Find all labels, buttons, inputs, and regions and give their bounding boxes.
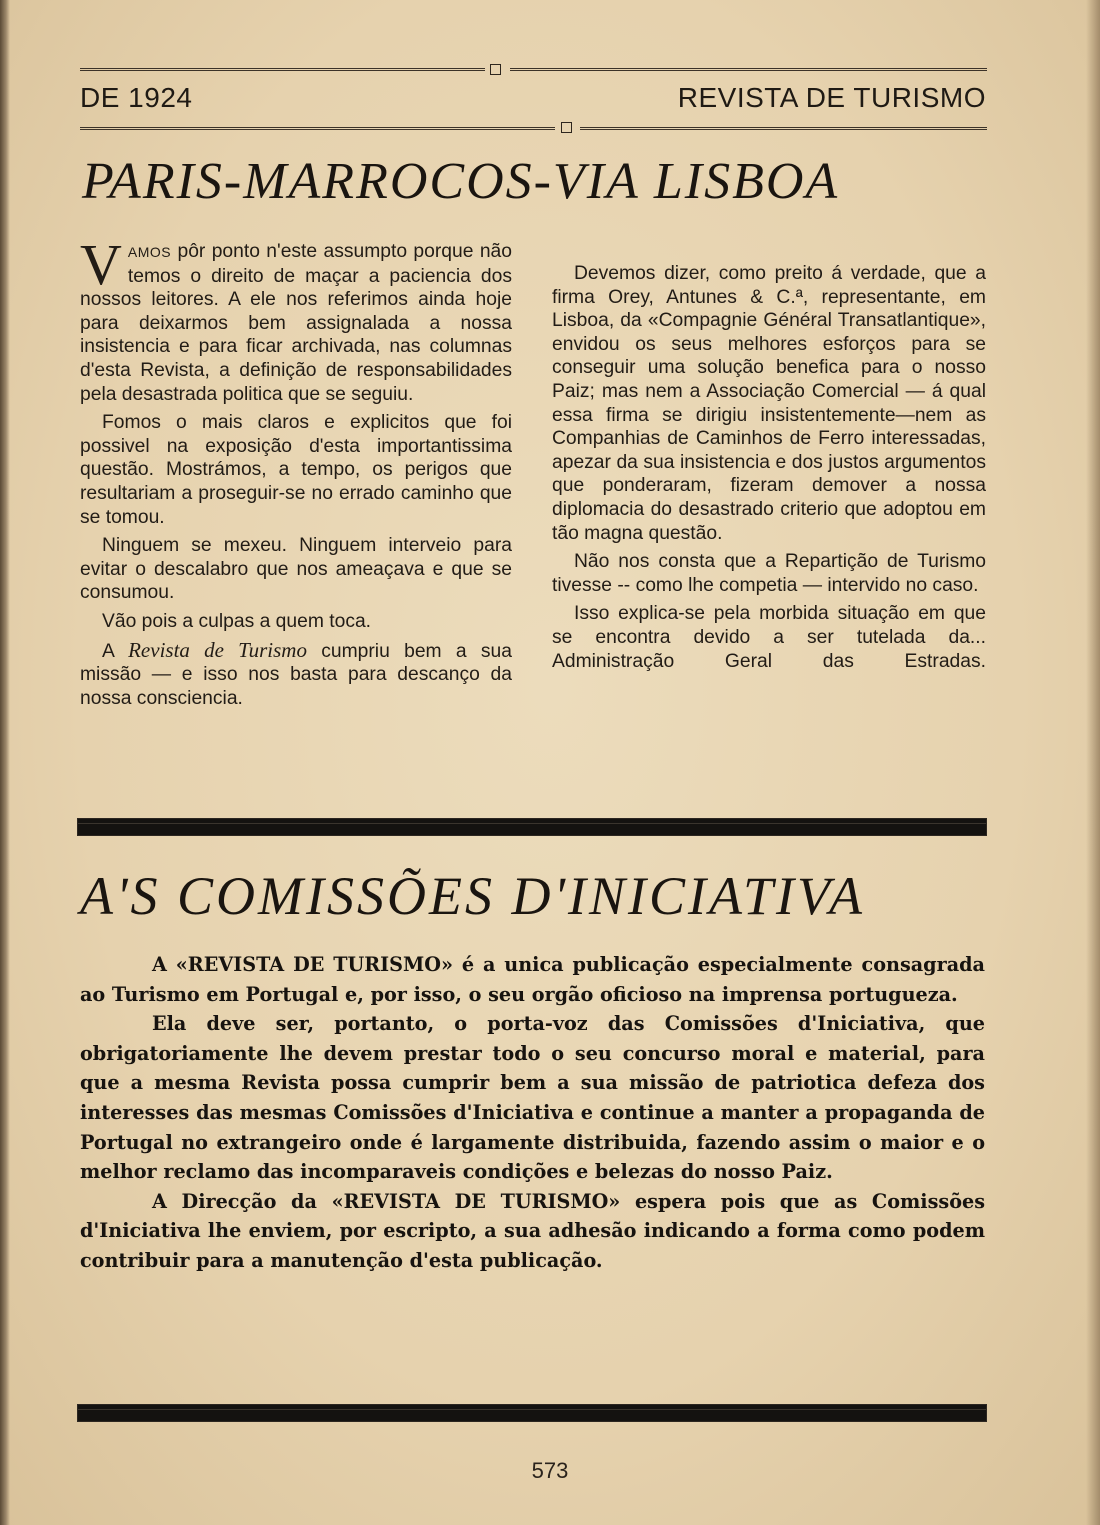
article-title-comissoes: A'S COMISSÕES D'INICIATIVA — [80, 866, 865, 926]
article1-column-right — [552, 262, 986, 678]
section-divider-bar-bottom — [78, 1405, 986, 1421]
article2-paragraph-2: Ela deve ser, portanto, o porta-voz das Comissões d'Iniciativa, que obrigatoriamente lhe devem prestar todo o seu concurso moral e material, para que a mesma Revista possa cumprir bem a sua missão de patriotica defeza dos interesses das mesmas Comissões d'Iniciativa e continue a manter a propaganda de Portugal no extrangeiro onde é largamente distribuida, fazendo assim o maior e o melhor reclamo das incomparaveis condições e belezas do nosso Paiz. — [80, 1012, 985, 1184]
section-divider-bar — [78, 819, 986, 835]
article1-paragraph-4: Vão pois a culpas a quem toca. — [102, 610, 372, 632]
article1-paragraph-5 — [80, 639, 512, 711]
article-title-paris-marrocos: PARIS-MARROCOS-VIA LISBOA — [82, 153, 840, 210]
paragraph-text: pôr ponto n'este assumpto porque não temos o direito de maçar a paciencia dos nossos leitores. A ele nos referimos ainda hoje para deixarmos bem assignalada a nossa insistencia e para ficar archivada, nas columnas d'esta Revista, a definição de responsabilidades pela desastrada politica que se seguiu. — [80, 241, 512, 405]
header-rule-bottom-left — [80, 127, 555, 130]
italic-publication-name: Revista de Turismo — [128, 637, 307, 662]
page-number: 573 — [531, 1458, 569, 1483]
article1-paragraph-1 — [80, 232, 512, 406]
header-rule-bottom-right — [580, 127, 987, 130]
page-edge-shadow — [1086, 0, 1100, 1525]
binding-edge — [0, 0, 10, 1525]
header-ornament-top — [490, 64, 501, 75]
article1-paragraph-8: Isso explica-se pela morbida situação em que se encontra devido a ser tutelada da... Administração Geral das Estradas. — [552, 603, 986, 672]
article1-paragraph-3: Ninguem se mexeu. Ninguem interveio para evitar o descalabro que nos ameaçava e que se consumou. — [80, 535, 512, 604]
drop-cap: V — [80, 232, 122, 297]
header-rule-top-right — [510, 68, 987, 71]
small-caps-lead: AMOS — [127, 244, 172, 260]
article1-paragraph-6: Devemos dizer, como preito á verdade, que a firma Orey, Antunes & C.ª, representante, em Lisboa, da «Compagnie Général Transatlantique», envidou os seus melhores esforços para se conseguir uma solução benefica para o nosso Paiz; mas nem a Associação Comercial — á qual essa firma se dirigiu insistentemente—nem as Companhias de Caminhos de Ferro interessadas, apezar da sua insistencia e dos justos argumentos que ponderaram, fizeram demover a nossa diplomacia do desastrado criterio que adoptou em tão magna questão. — [552, 263, 986, 544]
header-ornament-bottom — [561, 122, 572, 133]
article1-paragraph-2: Fomos o mais claros e explicitos que foi possivel na exposição d'esta importantissima questão. Mostrámos, a tempo, os perigos que resultariam a proseguir-se no errado caminho que se tomou. — [80, 412, 512, 528]
paragraph-text: A — [102, 640, 129, 662]
header-publication: REVISTA DE TURISMO — [677, 82, 986, 113]
header-date: DE 1924 — [80, 82, 193, 113]
article1-paragraph-7: Não nos consta que a Repartição de Turismo tivesse -- como lhe competia — intervido no caso. — [552, 551, 986, 596]
article2-paragraph-1: A «REVISTA DE TURISMO» é a unica publicação especialmente consagrada ao Turismo em Portugal e, por isso, o seu orgão oficioso na imprensa portugueza. — [80, 953, 985, 1006]
article2-paragraph-3: A Direcção da «REVISTA DE TURISMO» espera pois que as Comissões d'Iniciativa lhe enviem, por escripto, a sua adhesão indicando a forma como podem contribuir para a manutenção d'esta publicação. — [80, 1189, 985, 1272]
article1-column-left — [80, 232, 512, 715]
article2-body — [80, 950, 985, 1276]
header-rule-top-left — [80, 68, 485, 71]
paragraph-text: cumpriu bem a sua missão — e isso nos basta para descanço da nossa consciencia. — [80, 640, 512, 709]
